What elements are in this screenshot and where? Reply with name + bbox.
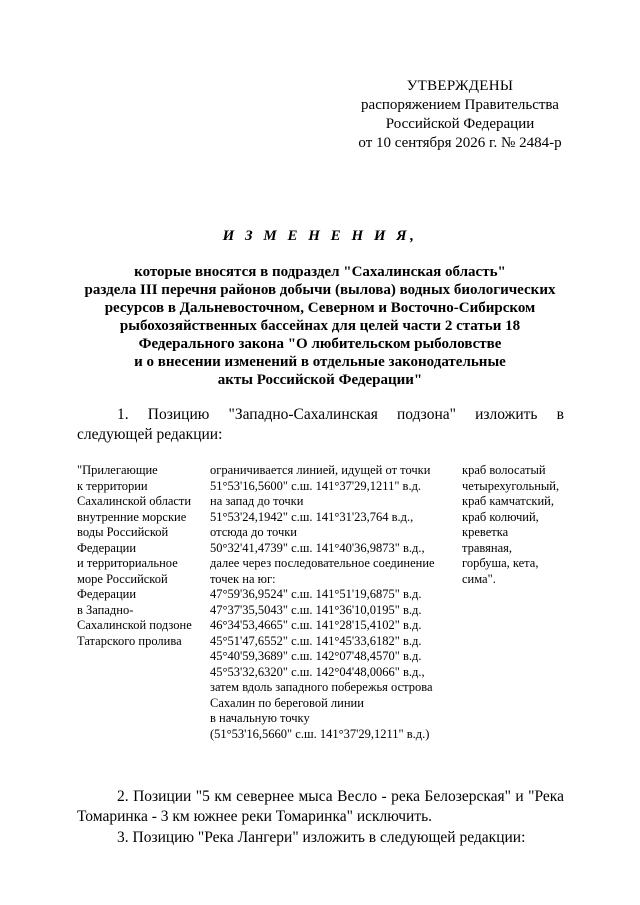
boundary-line: 51°53'16,5600" с.ш. 141°37'29,1211" в.д. bbox=[210, 478, 422, 493]
boundary-line: в начальную точку bbox=[210, 711, 310, 725]
title-line: Федерального закона "О любительском рыболовстве bbox=[138, 336, 502, 352]
area-line: воды Российской bbox=[77, 525, 169, 539]
title-line: и о внесении изменений в отдельные законодательные bbox=[134, 354, 506, 370]
boundary-line: 47°37'35,5043" с.ш. 141°36'10,0195" в.д. bbox=[210, 602, 422, 617]
area-column bbox=[77, 463, 207, 649]
boundary-line: 46°34'53,4665" с.ш. 141°28'15,4102" в.д. bbox=[210, 618, 422, 632]
area-line: "Прилегающие bbox=[77, 463, 158, 477]
title-heading: И З М Е Н Е Н И Я, bbox=[222, 228, 418, 244]
area-line: Сахалинской подзоне bbox=[77, 618, 192, 632]
boundary-line: отсюда до точки bbox=[210, 525, 297, 539]
species-line: горбуша, кета, bbox=[462, 556, 539, 570]
item-1-text: 1. Позицию "Западно-Сахалинская подзона" изложить в следующей редакции: bbox=[77, 406, 564, 443]
species-line: краб волосатый bbox=[462, 463, 546, 477]
area-line: к территории bbox=[77, 478, 148, 493]
species-line: краб камчатский, bbox=[462, 494, 554, 508]
boundary-line: точек на юг: bbox=[210, 571, 276, 586]
approval-heading: УТВЕРЖДЕНЫ bbox=[406, 78, 514, 94]
species-column bbox=[462, 463, 577, 587]
species-line: краб колючий, bbox=[462, 509, 539, 524]
area-line: Татарского пролива bbox=[77, 633, 182, 648]
species-line: креветка bbox=[462, 525, 509, 539]
title-line: акты Российской Федерации" bbox=[217, 372, 423, 388]
title-line: которые вносятся в подраздел "Сахалинская область" bbox=[134, 264, 506, 280]
boundary-line: 45°40'59,3689" с.ш. 142°07'48,4570" в.д. bbox=[210, 649, 422, 663]
document-title bbox=[60, 227, 580, 389]
area-line: Сахалинской области bbox=[77, 494, 192, 508]
boundary-column bbox=[210, 463, 450, 742]
boundary-line: ограничивается линией, идущей от точки bbox=[210, 463, 431, 477]
title-line: раздела III перечня районов добычи (вылова) водных биологических bbox=[84, 282, 556, 298]
approval-date-line: от 10 сентября 2026 г. № 2484-р bbox=[358, 135, 562, 151]
species-line: четырехугольный, bbox=[462, 478, 560, 493]
boundary-line: 45°51'47,6552" с.ш. 141°45'33,6182" в.д. bbox=[210, 633, 422, 648]
approval-line: распоряжением Правительства bbox=[361, 97, 559, 113]
item-3-text: 3. Позицию "Река Лангери" изложить в следующей редакции: bbox=[117, 829, 526, 846]
boundary-line: на запад до точки bbox=[210, 494, 304, 508]
title-line: рыбохозяйственных бассейнах для целей части 2 статьи 18 bbox=[119, 318, 521, 334]
species-line: сима". bbox=[462, 571, 496, 586]
area-line: Федерации bbox=[77, 587, 137, 601]
item-3-paragraph bbox=[77, 828, 564, 848]
boundary-line: далее через последовательное соединение bbox=[210, 556, 435, 570]
item-1-paragraph bbox=[77, 405, 564, 445]
approval-block bbox=[340, 77, 580, 153]
area-line: и территориальное bbox=[77, 556, 178, 570]
title-line: ресурсов в Дальневосточном, Северном и Восточно-Сибирском bbox=[104, 300, 536, 316]
item-2-text: 2. Позиции "5 км севернее мыса Весло - река Белозерская" и "Река Томаринка - 3 км южнее реки Томаринка" исключить. bbox=[77, 788, 564, 825]
boundary-line: 47°59'36,9524" с.ш. 141°51'19,6875" в.д. bbox=[210, 587, 422, 601]
boundary-line: затем вдоль западного побережья острова bbox=[210, 680, 433, 694]
area-line: море Российской bbox=[77, 571, 168, 586]
boundary-line: (51°53'16,5660" с.ш. 141°37'29,1211" в.д.) bbox=[210, 726, 430, 741]
boundary-line: 45°53'32,6320" с.ш. 142°04'48,0066" в.д., bbox=[210, 664, 425, 679]
area-line: внутренние морские bbox=[77, 509, 187, 524]
approval-line: Российской Федерации bbox=[385, 116, 535, 132]
boundary-line: 50°32'41,4739" с.ш. 141°40'36,9873" в.д., bbox=[210, 540, 425, 555]
boundary-line: 51°53'24,1942" с.ш. 141°31'23,764 в.д., bbox=[210, 509, 414, 524]
item-2-paragraph bbox=[77, 787, 564, 827]
boundary-line: Сахалин по береговой линии bbox=[210, 695, 364, 710]
area-line: Федерации bbox=[77, 540, 137, 555]
area-line: в Западно- bbox=[77, 602, 134, 617]
species-line: травяная, bbox=[462, 540, 513, 555]
